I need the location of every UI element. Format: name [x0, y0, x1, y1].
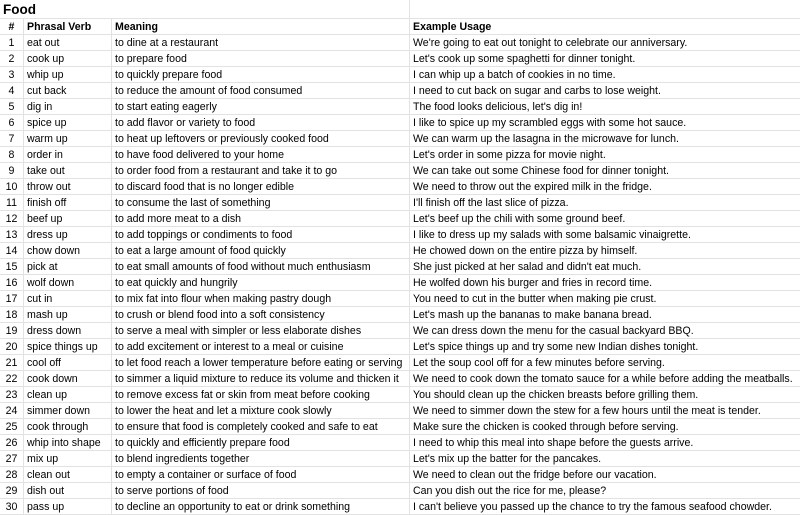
- header-row: [0, 19, 800, 35]
- cell-example-usage[interactable]: We can dress down the menu for the casual backyard BBQ.: [413, 325, 694, 337]
- cell-example-usage[interactable]: Let's order in some pizza for movie night.: [413, 149, 606, 161]
- cell-number[interactable]: 20: [0, 339, 24, 354]
- cell-phrasal-verb[interactable]: spice up: [24, 115, 112, 130]
- cell-meaning[interactable]: to eat small amounts of food without much enthusiasm: [112, 259, 410, 274]
- cell-phrasal-verb[interactable]: cut back: [24, 83, 112, 98]
- cell-phrasal-verb[interactable]: dress up: [24, 227, 112, 242]
- cell-number[interactable]: 6: [0, 115, 24, 130]
- title-row: [0, 0, 800, 19]
- cell-phrasal-verb[interactable]: throw out: [24, 179, 112, 194]
- table-row: [0, 115, 800, 131]
- table-row: [0, 227, 800, 243]
- cell-meaning[interactable]: to quickly and efficiently prepare food: [112, 435, 410, 450]
- cell-number[interactable]: 2: [0, 51, 24, 66]
- cell-number[interactable]: 16: [0, 275, 24, 290]
- cell-example-usage[interactable]: Let's mash up the bananas to make banana bread.: [413, 309, 652, 321]
- cell-meaning[interactable]: to dine at a restaurant: [112, 35, 410, 50]
- cell-phrasal-verb[interactable]: beef up: [24, 211, 112, 226]
- cell-phrasal-verb[interactable]: cook up: [24, 51, 112, 66]
- cell-meaning[interactable]: to simmer a liquid mixture to reduce its volume and thicken it: [112, 371, 410, 386]
- cell-meaning[interactable]: to serve portions of food: [112, 483, 410, 498]
- cell-number[interactable]: 13: [0, 227, 24, 242]
- cell-example-usage[interactable]: I need to whip this meal into shape before the guests arrive.: [413, 437, 694, 449]
- cell-example-usage[interactable]: Let's cook up some spaghetti for dinner tonight.: [413, 53, 636, 65]
- cell-phrasal-verb[interactable]: simmer down: [24, 403, 112, 418]
- cell-example-usage[interactable]: I like to dress up my salads with some balsamic vinaigrette.: [413, 229, 691, 241]
- cell-meaning[interactable]: to order food from a restaurant and take it to go: [112, 163, 410, 178]
- table-row: [0, 195, 800, 211]
- cell-example-usage[interactable]: I can't believe you passed up the chance to try the famous seafood chowder.: [413, 501, 772, 513]
- cell-number[interactable]: 27: [0, 451, 24, 466]
- cell-phrasal-verb[interactable]: mix up: [24, 451, 112, 466]
- cell-number[interactable]: 5: [0, 99, 24, 114]
- table-row: [0, 275, 800, 291]
- cell-example-usage[interactable]: We can take out some Chinese food for dinner tonight.: [413, 165, 669, 177]
- cell-meaning[interactable]: to add more meat to a dish: [112, 211, 410, 226]
- cell-example-usage[interactable]: I'll finish off the last slice of pizza.: [413, 197, 569, 209]
- cell-phrasal-verb[interactable]: dig in: [24, 99, 112, 114]
- cell-empty[interactable]: [112, 0, 410, 18]
- cell-meaning[interactable]: to prepare food: [112, 51, 410, 66]
- cell-number[interactable]: 4: [0, 83, 24, 98]
- cell-meaning[interactable]: to crush or blend food into a soft consistency: [112, 307, 410, 322]
- cell-example-usage[interactable]: We need to cook down the tomato sauce for a while before adding the meatballs.: [413, 373, 793, 385]
- cell-example-usage[interactable]: I need to cut back on sugar and carbs to lose weight.: [413, 85, 661, 97]
- cell-meaning[interactable]: to have food delivered to your home: [112, 147, 410, 162]
- table-row: [0, 371, 800, 387]
- cell-example-usage[interactable]: We need to simmer down the stew for a few hours until the meat is tender.: [413, 405, 761, 417]
- cell-example-usage[interactable]: She just picked at her salad and didn't eat much.: [413, 261, 642, 273]
- cell-example-usage[interactable]: I can whip up a batch of cookies in no time.: [413, 69, 616, 81]
- cell-example-usage[interactable]: You should clean up the chicken breasts before grilling them.: [413, 389, 699, 401]
- cell-meaning[interactable]: to decline an opportunity to eat or drink something: [112, 499, 410, 514]
- cell-phrasal-verb[interactable]: clean out: [24, 467, 112, 482]
- cell-phrasal-verb[interactable]: whip up: [24, 67, 112, 82]
- cell-meaning[interactable]: to eat a large amount of food quickly: [112, 243, 410, 258]
- cell-example-usage[interactable]: Make sure the chicken is cooked through before serving.: [413, 421, 679, 433]
- cell-example-usage[interactable]: We can warm up the lasagna in the microwave for lunch.: [413, 133, 679, 145]
- cell-number[interactable]: 24: [0, 403, 24, 418]
- cell-number[interactable]: 29: [0, 483, 24, 498]
- table-row: [0, 131, 800, 147]
- table-row: [0, 211, 800, 227]
- table-row: [0, 83, 800, 99]
- table-row: [0, 67, 800, 83]
- table-row: [0, 387, 800, 403]
- cell-meaning[interactable]: to start eating eagerly: [112, 99, 410, 114]
- cell-phrasal-verb[interactable]: dress down: [24, 323, 112, 338]
- cell-phrasal-verb[interactable]: cook through: [24, 419, 112, 434]
- cell-example-usage[interactable]: Can you dish out the rice for me, please?: [413, 485, 607, 497]
- cell-number[interactable]: 7: [0, 131, 24, 146]
- cell-number[interactable]: 1: [0, 35, 24, 50]
- cell-meaning[interactable]: to consume the last of something: [112, 195, 410, 210]
- cell-example-usage[interactable]: He chowed down on the entire pizza by himself.: [413, 245, 638, 257]
- cell-meaning[interactable]: to remove excess fat or skin from meat before cooking: [112, 387, 410, 402]
- cell-meaning[interactable]: to quickly prepare food: [112, 67, 410, 82]
- cell-phrasal-verb[interactable]: spice things up: [24, 339, 112, 354]
- cell-meaning[interactable]: to serve a meal with simpler or less elaborate dishes: [112, 323, 410, 338]
- cell-example-usage[interactable]: Let's mix up the batter for the pancakes.: [413, 453, 602, 465]
- cell-number[interactable]: 30: [0, 499, 24, 514]
- cell-meaning[interactable]: to empty a container or surface of food: [112, 467, 410, 482]
- table-row: [0, 99, 800, 115]
- cell-meaning[interactable]: to add toppings or condiments to food: [112, 227, 410, 242]
- cell-phrasal-verb[interactable]: cut in: [24, 291, 112, 306]
- cell-number[interactable]: 9: [0, 163, 24, 178]
- cell-example-usage[interactable]: I like to spice up my scrambled eggs with some hot sauce.: [413, 117, 687, 129]
- cell-meaning[interactable]: to blend ingredients together: [112, 451, 410, 466]
- cell-example-usage[interactable]: We need to clean out the fridge before our vacation.: [413, 469, 657, 481]
- table-row: [0, 435, 800, 451]
- cell-example-usage[interactable]: Let the soup cool off for a few minutes before serving.: [413, 357, 665, 369]
- table-row: [0, 499, 800, 515]
- cell-phrasal-verb[interactable]: dish out: [24, 483, 112, 498]
- cell-number[interactable]: 17: [0, 291, 24, 306]
- cell-example-usage[interactable]: He wolfed down his burger and fries in record time.: [413, 277, 653, 289]
- table-row: [0, 243, 800, 259]
- cell-meaning[interactable]: to mix fat into flour when making pastry dough: [112, 291, 410, 306]
- cell-phrasal-verb[interactable]: whip into shape: [24, 435, 112, 450]
- table-row: [0, 291, 800, 307]
- table-row: [0, 403, 800, 419]
- cell-phrasal-verb[interactable]: wolf down: [24, 275, 112, 290]
- table-row: [0, 339, 800, 355]
- cell-number[interactable]: 3: [0, 67, 24, 82]
- table-row: [0, 163, 800, 179]
- cell-number[interactable]: 26: [0, 435, 24, 450]
- cell-meaning[interactable]: to discard food that is no longer edible: [112, 179, 410, 194]
- cell-number[interactable]: 10: [0, 179, 24, 194]
- cell-phrasal-verb[interactable]: finish off: [24, 195, 112, 210]
- cell-number[interactable]: 11: [0, 195, 24, 210]
- cell-number[interactable]: 28: [0, 467, 24, 482]
- cell-number[interactable]: 18: [0, 307, 24, 322]
- cell-example-usage[interactable]: We need to throw out the expired milk in the fridge.: [413, 181, 652, 193]
- table-row: [0, 35, 800, 51]
- cell-number[interactable]: 22: [0, 371, 24, 386]
- cell-number[interactable]: 25: [0, 419, 24, 434]
- header-phrasal-verb[interactable]: Phrasal Verb: [24, 19, 112, 34]
- cell-number[interactable]: 14: [0, 243, 24, 258]
- cell-phrasal-verb[interactable]: pick at: [24, 259, 112, 274]
- table-row: [0, 51, 800, 67]
- table-row: [0, 419, 800, 435]
- header-number[interactable]: #: [0, 19, 24, 34]
- cell-phrasal-verb[interactable]: take out: [24, 163, 112, 178]
- header-example-usage[interactable]: Example Usage: [413, 21, 492, 33]
- cell-number[interactable]: 15: [0, 259, 24, 274]
- table-row: [0, 179, 800, 195]
- cell-phrasal-verb[interactable]: pass up: [24, 499, 112, 514]
- cell-example-usage[interactable]: Let's beef up the chili with some ground beef.: [413, 213, 626, 225]
- cell-example-usage[interactable]: We're going to eat out tonight to celebrate our anniversary.: [413, 37, 688, 49]
- table-row: [0, 355, 800, 371]
- cell-meaning[interactable]: to let food reach a lower temperature before eating or serving: [112, 355, 410, 370]
- table-row: [0, 323, 800, 339]
- header-meaning[interactable]: Meaning: [112, 19, 410, 34]
- cell-meaning[interactable]: to add flavor or variety to food: [112, 115, 410, 130]
- cell-empty[interactable]: [410, 0, 800, 18]
- cell-phrasal-verb[interactable]: cook down: [24, 371, 112, 386]
- table-row: [0, 147, 800, 163]
- cell-meaning[interactable]: to ensure that food is completely cooked and safe to eat: [112, 419, 410, 434]
- cell-meaning[interactable]: to reduce the amount of food consumed: [112, 83, 410, 98]
- table-row: [0, 483, 800, 499]
- cell-number[interactable]: 8: [0, 147, 24, 162]
- cell-meaning[interactable]: to add excitement or interest to a meal or cuisine: [112, 339, 410, 354]
- cell-example-usage[interactable]: Let's spice things up and try some new Indian dishes tonight.: [413, 341, 699, 353]
- cell-phrasal-verb[interactable]: chow down: [24, 243, 112, 258]
- cell-example-usage[interactable]: You need to cut in the butter when making pie crust.: [413, 293, 657, 305]
- sheet-title[interactable]: Food: [3, 2, 36, 17]
- cell-meaning[interactable]: to eat quickly and hungrily: [112, 275, 410, 290]
- table-row: [0, 451, 800, 467]
- cell-number[interactable]: 12: [0, 211, 24, 226]
- cell-example-usage[interactable]: The food looks delicious, let's dig in!: [413, 101, 583, 113]
- cell-phrasal-verb[interactable]: cool off: [24, 355, 112, 370]
- cell-meaning[interactable]: to lower the heat and let a mixture cook slowly: [112, 403, 410, 418]
- cell-phrasal-verb[interactable]: clean up: [24, 387, 112, 402]
- cell-number[interactable]: 23: [0, 387, 24, 402]
- table-row: [0, 467, 800, 483]
- table-row: [0, 259, 800, 275]
- cell-phrasal-verb[interactable]: warm up: [24, 131, 112, 146]
- cell-phrasal-verb[interactable]: mash up: [24, 307, 112, 322]
- cell-phrasal-verb[interactable]: order in: [24, 147, 112, 162]
- table-row: [0, 307, 800, 323]
- cell-meaning[interactable]: to heat up leftovers or previously cooked food: [112, 131, 410, 146]
- cell-phrasal-verb[interactable]: eat out: [24, 35, 112, 50]
- cell-number[interactable]: 19: [0, 323, 24, 338]
- cell-number[interactable]: 21: [0, 355, 24, 370]
